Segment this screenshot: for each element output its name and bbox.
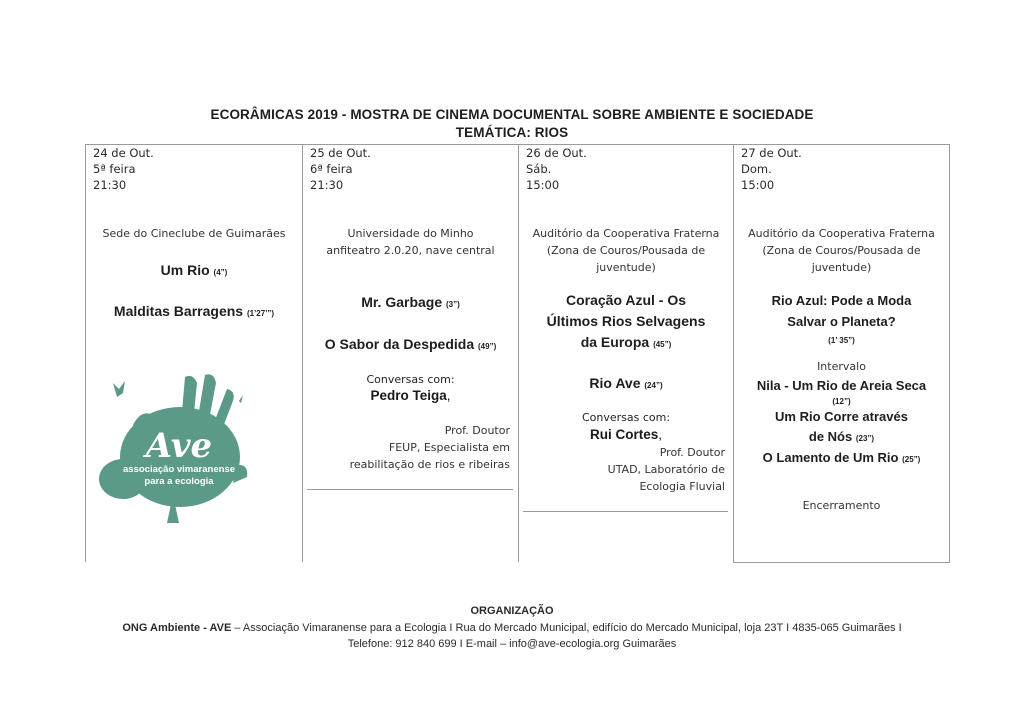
film-duration: (45”) — [653, 340, 672, 349]
talk-label: Conversas com: — [366, 373, 455, 386]
day-time: 15:00 — [526, 178, 560, 192]
venue-name: Sede do Cineclube de Guimarães — [102, 227, 286, 240]
film-duration: (1’ 35”) — [828, 336, 855, 345]
venue-name: Auditório da Cooperativa Fraterna — [748, 227, 935, 240]
footer-heading: ORGANIZAÇÃO — [470, 605, 554, 617]
day-time: 21:30 — [93, 178, 127, 192]
film-duration: (12”) — [832, 397, 851, 406]
page-subtitle: TEMÁTICA: RIOS — [455, 125, 569, 140]
film-title: Rio Ave (24”) — [589, 375, 663, 391]
section-divider — [307, 489, 513, 490]
day-weekday: Dom. — [741, 162, 772, 176]
venue-detail: juventude) — [811, 261, 872, 274]
day-weekday: 5ª feira — [93, 162, 136, 176]
venue-detail: (Zona de Couros/Pousada de — [762, 244, 921, 257]
venue-detail: (Zona de Couros/Pousada de — [546, 244, 706, 257]
talk-credentials: Prof. Doutor UTAD, Laboratório de Ecologia Fluvial — [607, 446, 725, 493]
talk-person: Rui Cortes, — [589, 427, 663, 442]
interval-label: Intervalo — [817, 360, 866, 373]
day-date: 24 de Out. — [93, 146, 154, 160]
talk-person: Pedro Teiga, — [370, 388, 451, 403]
day-time: 15:00 — [741, 178, 775, 192]
column-4-bottom-border — [733, 562, 950, 563]
logo-tagline-2: para a ecologia — [144, 476, 214, 487]
day-header — [519, 144, 733, 193]
film-duration: (4”) — [213, 268, 228, 277]
film-duration: (25”) — [902, 455, 921, 464]
day-weekday: Sáb. — [526, 162, 552, 176]
film-title: Mr. Garbage (3”) — [361, 294, 460, 310]
film-title: O Lamento de Um Rio (25”) — [762, 450, 921, 465]
talk-credentials: Prof. Doutor FEUP, Especialista em reabilitação de rios e ribeiras — [349, 424, 510, 471]
film-duration: (24”) — [644, 381, 663, 390]
film-duration: (49”) — [478, 342, 497, 351]
day-column-27 — [734, 144, 949, 562]
film-title: Nila - Um Rio de Areia Seca — [756, 378, 927, 393]
day-date: 25 de Out. — [310, 146, 371, 160]
venue-name: Universidade do Minho — [347, 227, 474, 240]
ave-logo — [95, 365, 255, 525]
day-header — [734, 144, 949, 193]
section-divider — [523, 511, 728, 512]
day-header — [303, 144, 518, 193]
film-title: Um Rio (4”) — [160, 262, 228, 278]
venue-detail: juventude) — [596, 261, 656, 274]
day-column-25 — [303, 144, 518, 562]
day-date: 27 de Out. — [741, 146, 802, 160]
film-duration: (1’27’”) — [246, 309, 275, 318]
day-column-26 — [519, 144, 733, 562]
film-title: O Sabor da Despedida (49”) — [324, 336, 497, 352]
venue-name: Auditório da Cooperativa Fraterna — [532, 227, 720, 240]
logo-wordmark: Ave — [145, 426, 213, 466]
day-date: 26 de Out. — [526, 146, 587, 160]
film-duration-line — [734, 328, 949, 351]
day-header — [86, 144, 302, 193]
table-border-right — [949, 144, 950, 562]
logo-tagline-1: associação vimaranense — [123, 464, 235, 475]
closing-label: Encerramento — [802, 499, 881, 512]
talk-label: Conversas com: — [581, 411, 671, 424]
footer-organization: ONG Ambiente - AVE – Associação Vimaranense para a Ecologia I Rua do Mercado Municipal, edifício do Mercado Municipal, loja 23T I 4835-065 Guimarães I — [122, 622, 902, 634]
day-weekday: 6ª feira — [310, 162, 353, 176]
film-title: Um Rio Corre através de Nós (23”) — [775, 409, 908, 444]
film-title: Coração Azul - Os Últimos Rios Selvagens da Europa (45”) — [546, 292, 706, 350]
film-duration: (3”) — [446, 300, 460, 309]
day-time: 21:30 — [310, 178, 344, 192]
footer-contact: Telefone: 912 840 699 I E-mail – info@ave-ecologia.org Guimarães — [347, 638, 677, 650]
film-title: Rio Azul: Pode a Moda Salvar o Planeta? — [771, 293, 912, 329]
venue-detail: anfiteatro 2.0.20, nave central — [326, 244, 495, 257]
film-title: Malditas Barragens (1’27’”) — [113, 303, 275, 319]
film-duration: (23”) — [855, 434, 875, 443]
page-title: ECORÂMICAS 2019 - MOSTRA DE CINEMA DOCUMENTAL SOBRE AMBIENTE E SOCIEDADE — [210, 107, 814, 122]
